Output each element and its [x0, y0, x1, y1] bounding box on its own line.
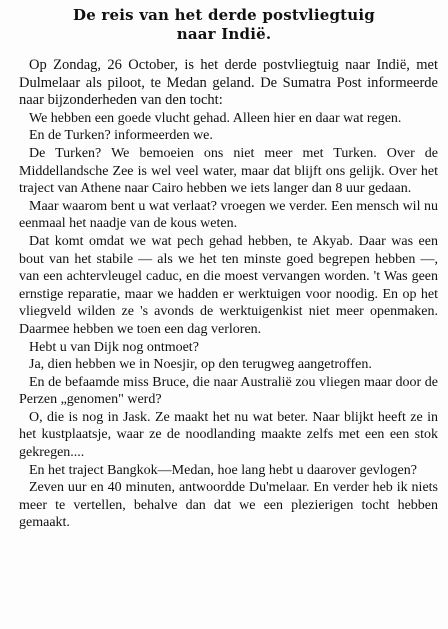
paragraph-intro: Op Zondag, 26 October, is het derde postvliegtuig naar Indië, met Dulmelaar als piloot, te Medan geland. De Sumatra Post informeerde naar bijzonderheden van den tocht:: [19, 57, 438, 109]
headline-line-2: naar Indië.: [176, 25, 272, 43]
paragraph-question-bangkok-medan: En het traject Bangkok—Medan, hoe lang hebt u daarover gevlogen?: [29, 462, 417, 478]
paragraph-question-miss-bruce: En de befaamde miss Bruce, die naar Australië zou vliegen maar door de Perzen „genomen" werd?: [19, 374, 438, 408]
paragraph-answer-delay: Dat komt omdat we wat pech gehad hebben, te Akyab. Daar was een bout van het stabile — als we het ten minste goed begrepen hebben —, van een achtervleugel caduc, en die moest vervangen worden. 't Was geen ernstige reparatie, maar we hadden er werktuigen voor noodig. En op het vliegveld wilden ze 's avonds de werktuigenkist niet meer openmaken. Daarmee hebben we toen een dag verloren.: [19, 233, 438, 337]
article-headline: [8, 6, 440, 44]
paragraph-question-van-dijk: Hebt u van Dijk nog ontmoet?: [29, 339, 199, 355]
article-body: [19, 57, 438, 532]
paragraph-good-flight: We hebben een goede vlucht gehad. Alleen hier en daar wat regen.: [29, 110, 402, 126]
paragraph-answer-bangkok-medan: Zeven uur en 40 minuten, antwoordde Du'melaar. En verder heb ik niets meer te vertellen, behalve dan dat we een plezierigen tocht hebben gemaakt.: [19, 480, 438, 531]
paragraph-question-delay: Maar waarom bent u wat verlaat? vroegen we verder. Een mensch wil nu eenmaal het naadje van de kous weten.: [19, 198, 438, 232]
paragraph-answer-van-dijk: Ja, dien hebben we in Noesjir, op den terugweg aangetroffen.: [29, 357, 372, 373]
paragraph-question-turks: En de Turken? informeerden we.: [29, 128, 213, 144]
headline-line-1: De reis van het derde postvliegtuig: [73, 6, 375, 24]
paragraph-answer-turks: De Turken? We bemoeien ons niet meer met Turken. Over de Middellandsche Zee is wel veel water, maar dat blijft ons gelijk. Over het traject van Athene naar Cairo hebben we iets langer dan 8 uur gedaan.: [19, 145, 438, 197]
paragraph-answer-miss-bruce: O, die is nog in Jask. Ze maakt het nu wat beter. Naar blijkt heeft ze in het kustplaatsje, waar ze de noodlanding maakte zelfs met een een stok gekregen....: [19, 409, 438, 461]
